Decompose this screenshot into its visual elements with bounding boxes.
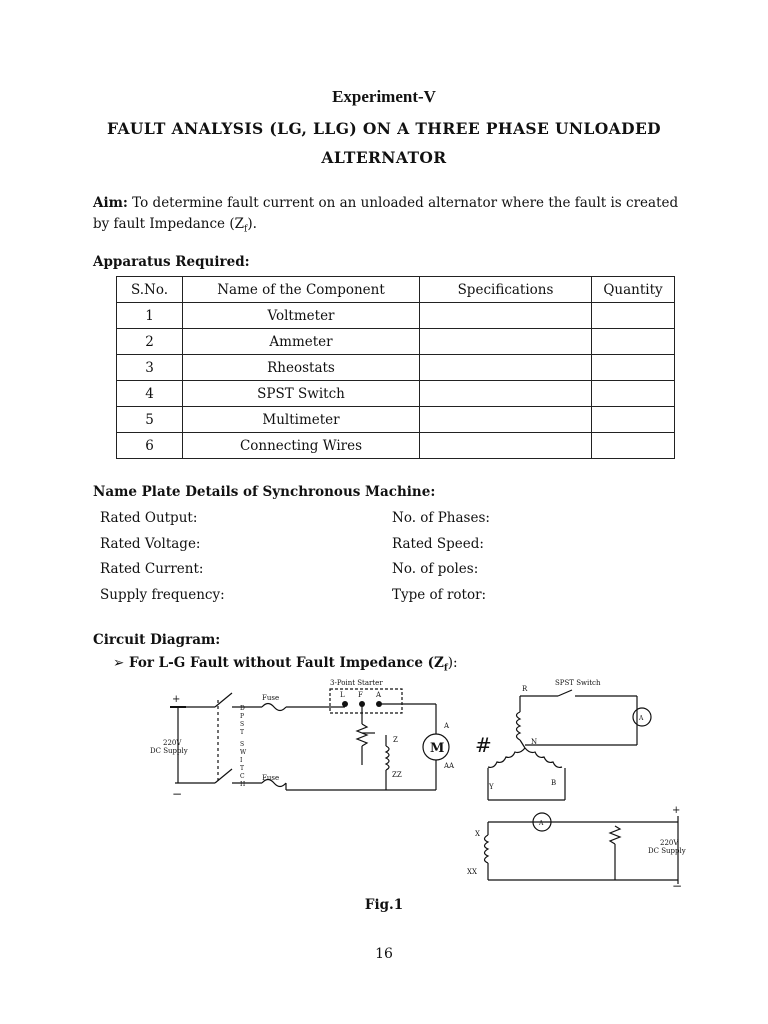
col-header: Name of the Component — [183, 277, 420, 303]
supply2-name: DC Supply — [648, 847, 686, 855]
dpst-letter: D — [240, 705, 245, 712]
col-header: Specifications — [420, 277, 592, 303]
nameplate-field: Supply frequency: — [100, 587, 225, 603]
apparatus-heading: Apparatus Required: — [93, 254, 250, 270]
table-cell: 4 — [117, 381, 183, 407]
table-cell — [592, 329, 675, 355]
table-cell — [420, 433, 592, 459]
starter-a: A — [376, 691, 382, 699]
experiment-number: Experiment-V — [332, 87, 436, 106]
table-cell — [420, 355, 592, 381]
wire — [520, 740, 525, 748]
table-cell: SPST Switch — [183, 381, 420, 407]
fuse-top — [262, 704, 286, 711]
table-cell: Ammeter — [183, 329, 420, 355]
supply-name: DC Supply — [150, 747, 188, 755]
phase-b-label: B — [551, 779, 557, 787]
motor-aa: AA — [444, 762, 455, 770]
supply2-plus: + — [672, 805, 681, 816]
nameplate-heading: Name Plate Details of Synchronous Machine: — [93, 484, 436, 500]
starter-f: F — [358, 691, 363, 699]
switch-letter: S — [240, 741, 245, 748]
table-cell: 1 — [117, 303, 183, 329]
table-cell — [420, 303, 592, 329]
table-cell: 5 — [117, 407, 183, 433]
switch-letter: H — [240, 781, 246, 788]
fault-subheading-sub: f — [443, 663, 448, 674]
aim-sub: f — [243, 224, 248, 235]
apparatus-table — [116, 276, 675, 459]
nameplate-field: Rated Speed: — [392, 536, 484, 552]
fuse-top-label: Fuse — [262, 694, 280, 702]
table-cell — [592, 381, 675, 407]
aim-text: To determine fault current on an unloaded alternator where the fault is created by fault Impedance (Z — [93, 195, 679, 232]
phase-b-winding — [525, 748, 562, 767]
nameplate-field: Rated Current: — [100, 561, 204, 577]
table-cell: Rheostats — [183, 355, 420, 381]
table-cell — [592, 407, 675, 433]
switch-letter: W — [240, 749, 247, 756]
supply-plus: + — [172, 694, 181, 705]
x-label: X — [475, 830, 480, 838]
circuit-diagram — [0, 670, 768, 900]
aim-label: Aim: — [93, 195, 128, 211]
switch-letter: T — [240, 765, 245, 772]
table-cell — [592, 303, 675, 329]
col-header: S.No. — [117, 277, 183, 303]
nameplate-field: No. of poles: — [392, 561, 479, 577]
nameplate-field: Rated Voltage: — [100, 536, 201, 552]
dpst-letter: T — [240, 729, 245, 736]
starter-terminal — [342, 701, 348, 707]
title-line-2: ALTERNATOR — [321, 148, 447, 167]
phase-r-label: R — [522, 685, 528, 693]
phase-y-label: Y — [489, 783, 494, 791]
table-row — [117, 355, 675, 381]
table-cell: Connecting Wires — [183, 433, 420, 459]
table-cell — [420, 407, 592, 433]
fault-subheading-text: For L-G Fault without Fault Impedance (Z — [129, 655, 444, 671]
supply-minus: − — [172, 787, 183, 801]
dpst-letter: S — [240, 721, 245, 728]
switch-letter: C — [240, 773, 245, 780]
rheostat — [357, 724, 367, 746]
field-winding-2 — [485, 835, 489, 863]
z-label: Z — [393, 736, 398, 744]
hash-symbol: # — [475, 733, 492, 757]
nameplate-field: No. of Phases: — [392, 510, 490, 526]
table-cell: Multimeter — [183, 407, 420, 433]
title-line-1: FAULT ANALYSIS (LG, LLG) ON A THREE PHASE UNLOADED — [106, 119, 661, 138]
table-row — [117, 381, 675, 407]
nameplate-field: Rated Output: — [100, 510, 198, 526]
table-cell: 6 — [117, 433, 183, 459]
rheostat-2 — [610, 826, 620, 844]
neutral-label: N — [531, 738, 538, 746]
col-header: Quantity — [592, 277, 675, 303]
table-cell — [420, 329, 592, 355]
table-row — [117, 407, 675, 433]
spst-label: SPST Switch — [555, 679, 601, 687]
ammeter-1-label: A — [639, 715, 644, 722]
table-cell — [592, 355, 675, 381]
motor-label: M — [430, 741, 445, 756]
table-row — [117, 329, 675, 355]
arrow-bullet-icon: ➢ — [113, 655, 125, 671]
table-row — [117, 303, 675, 329]
nameplate-field: Type of rotor: — [392, 587, 487, 603]
supply2-voltage: 220V — [660, 839, 679, 847]
figure-caption: Fig.1 — [364, 897, 404, 913]
fault-subheading-end: ): — [447, 655, 458, 671]
starter-l: L — [340, 691, 345, 699]
phase-y-winding — [488, 748, 525, 767]
field-winding — [386, 746, 389, 770]
fuse-bottom-label: Fuse — [262, 774, 280, 782]
spst-blade — [558, 690, 572, 696]
table-cell — [420, 381, 592, 407]
supply-voltage: 220V — [163, 739, 182, 747]
aim-paragraph — [93, 193, 693, 241]
supply2-minus: − — [672, 879, 683, 893]
aim-end: ). — [247, 216, 257, 232]
phase-r-winding — [517, 712, 521, 740]
table-row — [117, 433, 675, 459]
dpst-letter: P — [240, 713, 245, 720]
table-cell: Voltmeter — [183, 303, 420, 329]
table-cell — [592, 433, 675, 459]
page-number: 16 — [375, 946, 393, 962]
starter-terminal — [359, 701, 365, 707]
table-cell: 2 — [117, 329, 183, 355]
zz-label: ZZ — [392, 771, 402, 779]
ammeter-2-label: A — [539, 820, 544, 827]
circuit-heading: Circuit Diagram: — [93, 632, 221, 648]
table-header-row — [117, 277, 675, 303]
switch-letter: I — [240, 757, 243, 764]
starter-label: 3-Point Starter — [330, 679, 383, 687]
xx-label: XX — [467, 868, 477, 876]
motor-a: A — [444, 722, 450, 730]
table-cell: 3 — [117, 355, 183, 381]
starter-terminal — [376, 701, 382, 707]
